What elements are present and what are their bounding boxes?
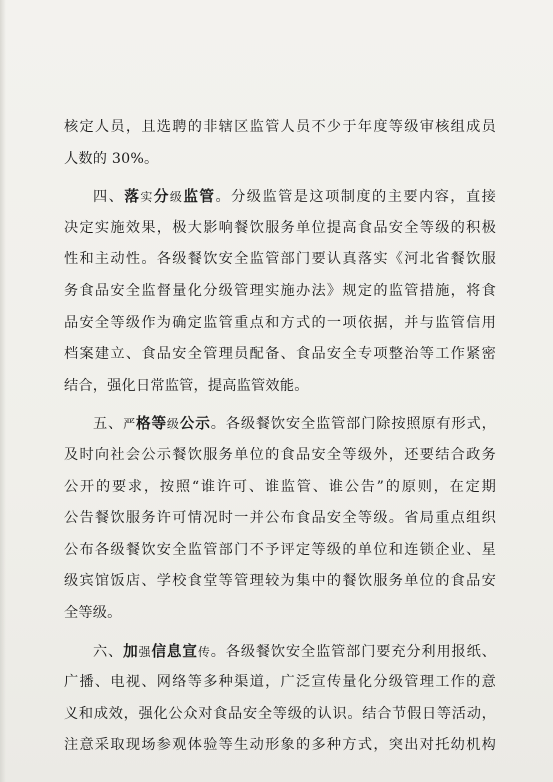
text-line: 决定实施效果，极大影响餐饮服务单位提高食品安全等级的积极 — [64, 219, 496, 236]
text-line: 全等级。 — [64, 604, 122, 621]
text-line: 品安全等级作为确定监管重点和方式的一项依据，并与监管信用 — [64, 314, 496, 331]
text-line: 公告餐饮服务许可情况时一并公布食品安全等级。省局重点组织 — [64, 510, 496, 527]
text-line: 义和成效，强化公众对食品安全等级的认识。结合节假日等活动， — [64, 705, 496, 722]
text-line: 性和主动性。各级餐饮安全监管部门要认真落实《河北省餐饮服 — [64, 251, 496, 268]
document-body — [64, 118, 496, 768]
section-5-text: 各级餐饮安全监管部门除按照原有形式， — [225, 416, 497, 433]
scan-shadow — [0, 0, 6, 782]
section-4-heading: 四、落实分级监管。 — [93, 188, 232, 206]
text-line: 人数的 30%。 — [64, 150, 159, 167]
text-line: 公布各级餐饮安全监管部门不予评定等级的单位和连锁企业、星 — [64, 541, 496, 558]
section-5-heading: 五、严格等级公示。 — [93, 415, 226, 433]
text-line: 档案建立、食品安全管理员配备、食品安全专项整治等工作紧密 — [64, 346, 496, 363]
text-line: 级宾馆饭店、学校食堂等管理较为集中的餐饮服务单位的食品安 — [64, 573, 496, 590]
text-line: 注意采取现场参观体验等生动形象的多种方式，突出对托幼机构 — [64, 737, 496, 754]
text-line: 公开的要求，按照“谁许可、谁监管、谁公告”的原则，在定期 — [64, 478, 496, 495]
text-line: 广播、电视、网络等多种渠道，广泛宣传量化分级管理工作的意 — [64, 674, 496, 691]
text-line: 结合，强化日常监管，提高监管效能。 — [64, 377, 309, 394]
section-6-first-line — [64, 642, 496, 661]
text-line: 及时向社会公示餐饮服务单位的食品安全等级外，还要结合政务 — [64, 446, 496, 463]
section-4-text: 分级监管是这项制度的主要内容，直接 — [231, 189, 496, 206]
section-5-first-line — [64, 414, 496, 433]
text-line: 核定人员，且选聘的非辖区监管人员不少于年度等级审核组成员 — [64, 119, 496, 135]
text-line: 务食品安全监督量化分级管理实施办法》规定的监管措施，将食 — [64, 282, 496, 299]
section-4-first-line — [64, 187, 496, 206]
section-6-text: 各级餐饮安全监管部门要充分利用报纸、 — [225, 643, 497, 660]
section-6-heading: 六、加强信息宣传。 — [93, 642, 226, 660]
